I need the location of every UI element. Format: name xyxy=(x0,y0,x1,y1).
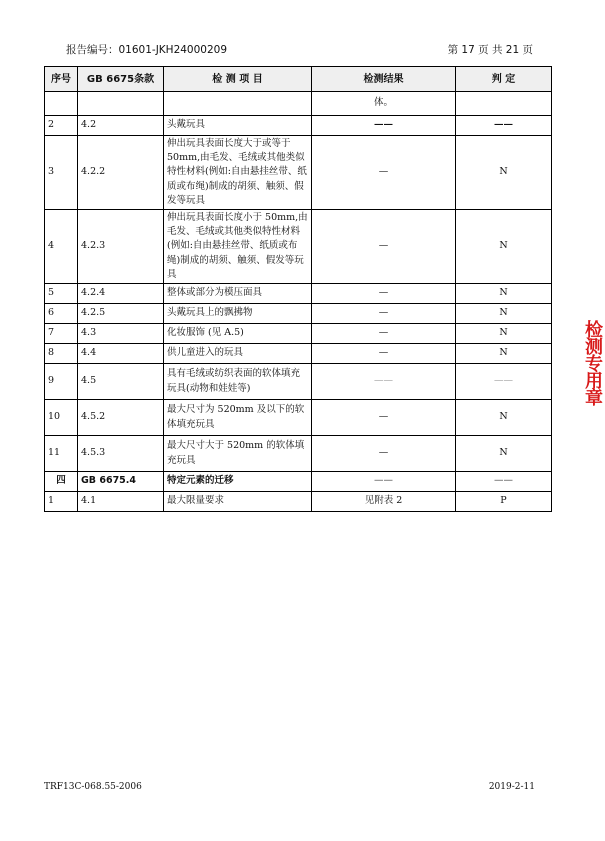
col-header-clause: GB 6675条款 xyxy=(78,67,164,92)
table-row xyxy=(45,284,552,304)
test-item-cell: 最大尺寸为 520mm 及以下的软体填充玩具 xyxy=(164,400,312,436)
test-item-cell: 整体或部分为模压面具 xyxy=(164,284,312,304)
row-number: 2 xyxy=(45,116,78,136)
clause-cell: 4.4 xyxy=(78,344,164,364)
row-number: 7 xyxy=(45,324,78,344)
result-cell: — xyxy=(312,344,456,364)
clause-cell: 4.2 xyxy=(78,116,164,136)
test-item-cell: 伸出玩具表面长度大于或等于50mm,由毛发、毛绒或其他类似特性材料(例如:自由悬挂丝带、纸质或布绳)制成的胡须、触须、假发等玩具 xyxy=(164,136,312,210)
clause-cell: 4.2.4 xyxy=(78,284,164,304)
row-number: 四 xyxy=(45,472,78,492)
report-number: 报告编号：01601-JKH24000209 xyxy=(66,44,228,56)
section-row xyxy=(45,472,552,492)
test-item-cell: 具有毛绒或纺织表面的软体填充玩具(动物和娃娃等) xyxy=(164,364,312,400)
clause-cell: 4.5.2 xyxy=(78,400,164,436)
red-seal-stamp: 检测专用章 xyxy=(582,320,603,405)
clause-cell: 4.5.3 xyxy=(78,436,164,472)
table-body xyxy=(45,92,552,512)
table-header-row xyxy=(45,67,552,92)
clause-cell: 4.1 xyxy=(78,492,164,512)
clause-cell: 4.3 xyxy=(78,324,164,344)
row-number: 10 xyxy=(45,400,78,436)
table-row xyxy=(45,136,552,210)
judgement-cell: —— xyxy=(456,472,552,492)
result-cell: — xyxy=(312,400,456,436)
judgement-cell: P xyxy=(456,492,552,512)
test-item-cell xyxy=(164,92,312,116)
form-code: TRF13C-068.55-2006 xyxy=(44,782,142,792)
result-cell: —— xyxy=(312,364,456,400)
row-number: 5 xyxy=(45,284,78,304)
col-header-judgement: 判 定 xyxy=(456,67,552,92)
row-number: 6 xyxy=(45,304,78,324)
judgement-cell: N xyxy=(456,324,552,344)
footer-date: 2019-2-11 xyxy=(488,782,535,792)
result-cell: —— xyxy=(312,116,456,136)
clause-cell: GB 6675.4 xyxy=(78,472,164,492)
judgement-cell: N xyxy=(456,304,552,324)
result-cell: — xyxy=(312,284,456,304)
table-row xyxy=(45,116,552,136)
table-row xyxy=(45,344,552,364)
result-cell: 体。 xyxy=(312,92,456,116)
judgement-cell: N xyxy=(456,136,552,210)
test-item-cell: 最大限量要求 xyxy=(164,492,312,512)
result-cell: — xyxy=(312,304,456,324)
col-header-item: 检 测 项 目 xyxy=(164,67,312,92)
result-cell: —— xyxy=(312,472,456,492)
row-number: 8 xyxy=(45,344,78,364)
test-item-cell: 供儿童进入的玩具 xyxy=(164,344,312,364)
row-number: 1 xyxy=(45,492,78,512)
test-item-cell: 特定元素的迁移 xyxy=(164,472,312,492)
clause-cell: 4.2.3 xyxy=(78,210,164,284)
table-row xyxy=(45,400,552,436)
judgement-cell: —— xyxy=(456,364,552,400)
judgement-cell: N xyxy=(456,210,552,284)
inspection-table xyxy=(44,66,552,512)
table-row xyxy=(45,436,552,472)
clause-cell: 4.2.5 xyxy=(78,304,164,324)
table-row xyxy=(45,492,552,512)
table-row xyxy=(45,210,552,284)
judgement-cell: —— xyxy=(456,116,552,136)
table-row xyxy=(45,304,552,324)
test-item-cell: 最大尺寸大于 520mm 的软体填充玩具 xyxy=(164,436,312,472)
test-item-cell: 伸出玩具表面长度小于 50mm,由毛发、毛绒或其他类似特性材料(例如:自由悬挂丝带、纸质或布绳)制成的胡须、触须、假发等玩具 xyxy=(164,210,312,284)
table-row xyxy=(45,364,552,400)
result-cell: — xyxy=(312,436,456,472)
test-item-cell: 头戴玩具上的飘拂物 xyxy=(164,304,312,324)
test-item-cell: 头戴玩具 xyxy=(164,116,312,136)
page-indicator: 第 17 页 共 21 页 xyxy=(447,44,533,56)
clause-cell: 4.5 xyxy=(78,364,164,400)
col-header-result: 检测结果 xyxy=(312,67,456,92)
result-cell: — xyxy=(312,136,456,210)
clause-cell xyxy=(78,92,164,116)
table-row xyxy=(45,324,552,344)
row-number: 3 xyxy=(45,136,78,210)
result-cell: 见附表 2 xyxy=(312,492,456,512)
judgement-cell xyxy=(456,92,552,116)
judgement-cell: N xyxy=(456,284,552,304)
col-header-no: 序号 xyxy=(45,67,78,92)
table-row xyxy=(45,92,552,116)
row-number: 9 xyxy=(45,364,78,400)
judgement-cell: N xyxy=(456,436,552,472)
row-number: 11 xyxy=(45,436,78,472)
result-cell: — xyxy=(312,210,456,284)
test-item-cell: 化妆服饰 (见 A.5) xyxy=(164,324,312,344)
result-cell: — xyxy=(312,324,456,344)
row-number xyxy=(45,92,78,116)
row-number: 4 xyxy=(45,210,78,284)
judgement-cell: N xyxy=(456,400,552,436)
clause-cell: 4.2.2 xyxy=(78,136,164,210)
judgement-cell: N xyxy=(456,344,552,364)
